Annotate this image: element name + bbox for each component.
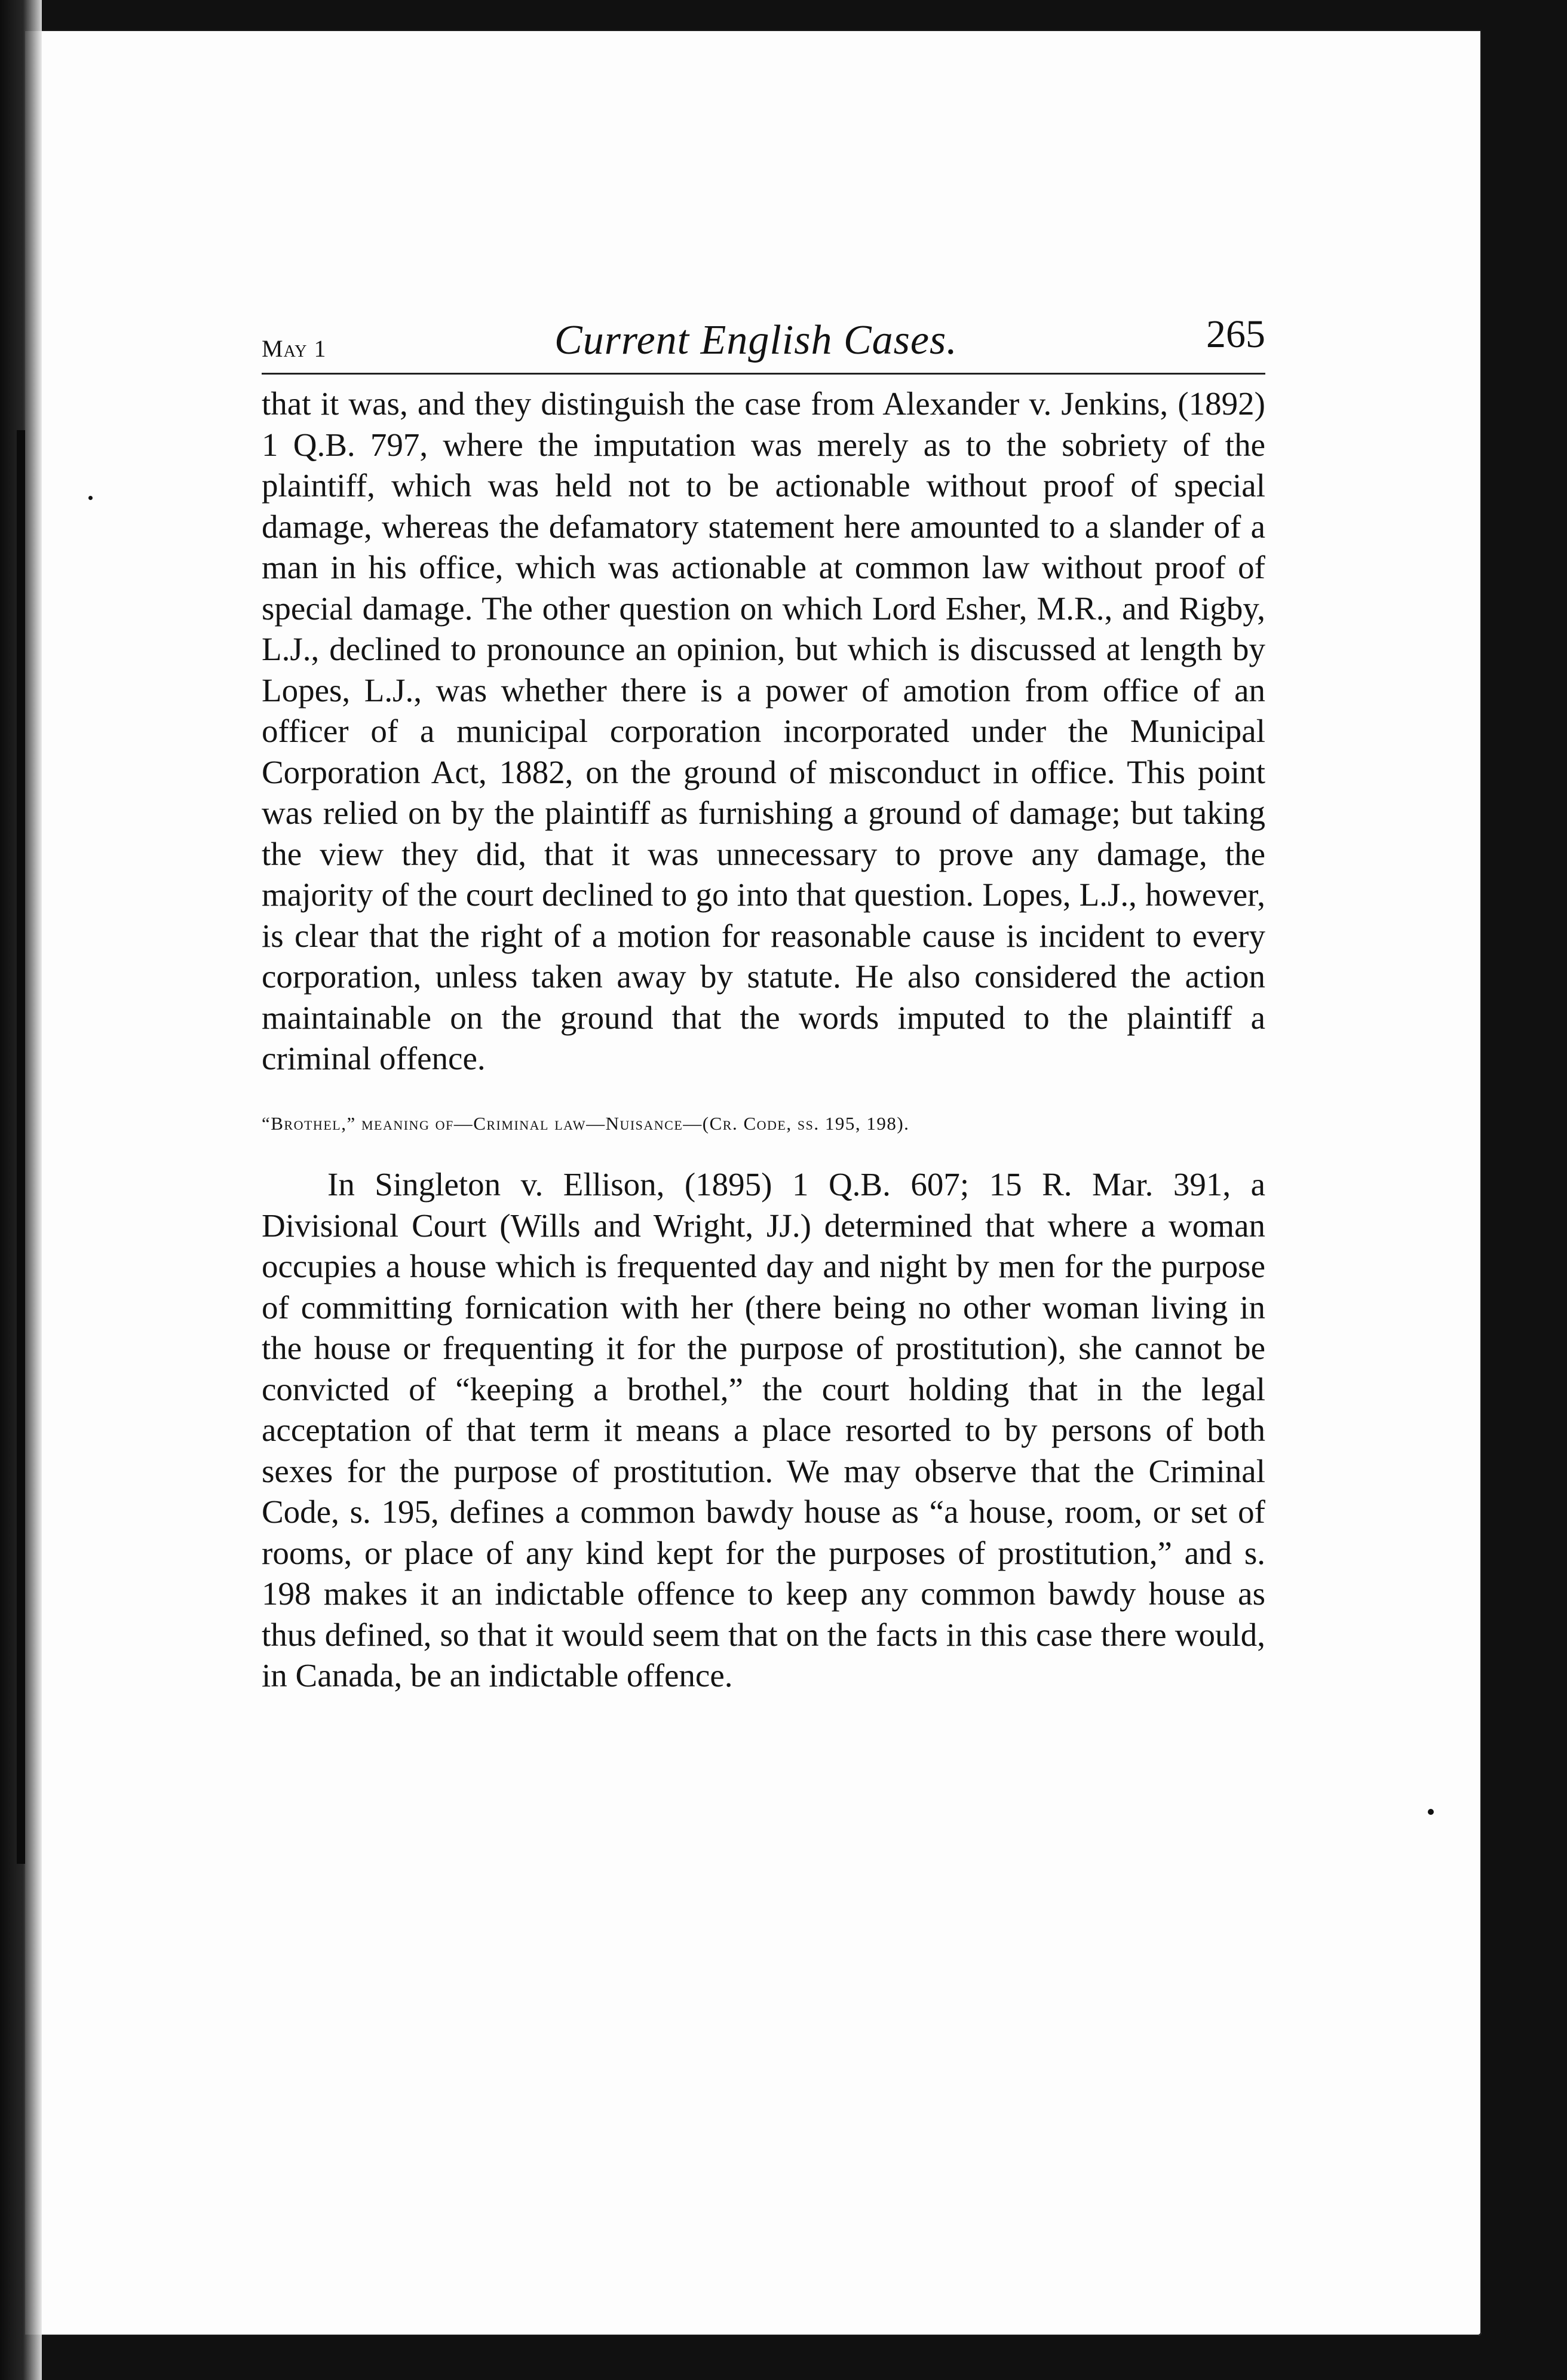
- speck: [88, 496, 93, 500]
- page-number: 265: [1206, 312, 1265, 356]
- binding-shadow: [17, 430, 25, 1864]
- running-head-date: May 1: [262, 335, 327, 362]
- body-text: [262, 384, 1265, 1697]
- running-head-title: Current English Cases.: [554, 317, 958, 363]
- case-rubric: “Brothel,” meaning of—Criminal law—Nuisance—(Cr. Code, ss. 195, 198).: [262, 1112, 910, 1134]
- header-rule: [262, 373, 1265, 375]
- paragraph-singleton: In Singleton v. Ellison, (1895) 1 Q.B. 607; 15 R. Mar. 391, a Divisional Court (Wills and Wright, JJ.) determined that where a woman occupies a house which is frequented day and night by men for the purpose of committing fornication with her (there being no other woman living in the house or frequenting it for the purpose of prostitution), she cannot be convicted of “keeping a brothel,” the court holding that in the legal acceptation of that term it means a place resorted to by persons of both sexes for the purpose of prostitution. We may observe that the Criminal Code, s. 195, defines a common bawdy house as “a house, room, or set of rooms, or place of any kind kept for the purposes of prostitution,” and s. 198 makes it an indictable offence to keep any common bawdy house as thus defined, so that it would seem that on the facts in this case there would, in Canada, be an indictable offence.: [262, 1166, 1265, 1694]
- speck: [1428, 1809, 1434, 1815]
- running-head: [262, 303, 1265, 369]
- paragraph-continued: that it was, and they distinguish the case from Alexander v. Jenkins, (1892) 1 Q.B. 797, where the imputation was merely as to the sobriety of the plaintiff, which was held not to be actionable without proof of special damage, whereas the defamatory statement here amounted to a slander of a man in his office, which was actionable at common law without proof of special damage. The other question on which Lord Esher, M.R., and Rigby, L.J., declined to pronounce an opinion, but which is discussed at length by Lopes, L.J., was whether there is a power of amotion from office of an officer of a municipal corporation incorporated under the Municipal Corporation Act, 1882, on the ground of misconduct in office. This point was relied on by the plaintiff as furnishing a ground of damage; but taking the view they did, that it was unnecessary to prove any damage, the majority of the court declined to go into that question. Lopes, L.J., however, is clear that the right of a motion for reasonable cause is incident to every corporation, unless taken away by statute. He also considered the action maintainable on the ground that the words imputed to the plaintiff a criminal offence.: [262, 385, 1265, 1076]
